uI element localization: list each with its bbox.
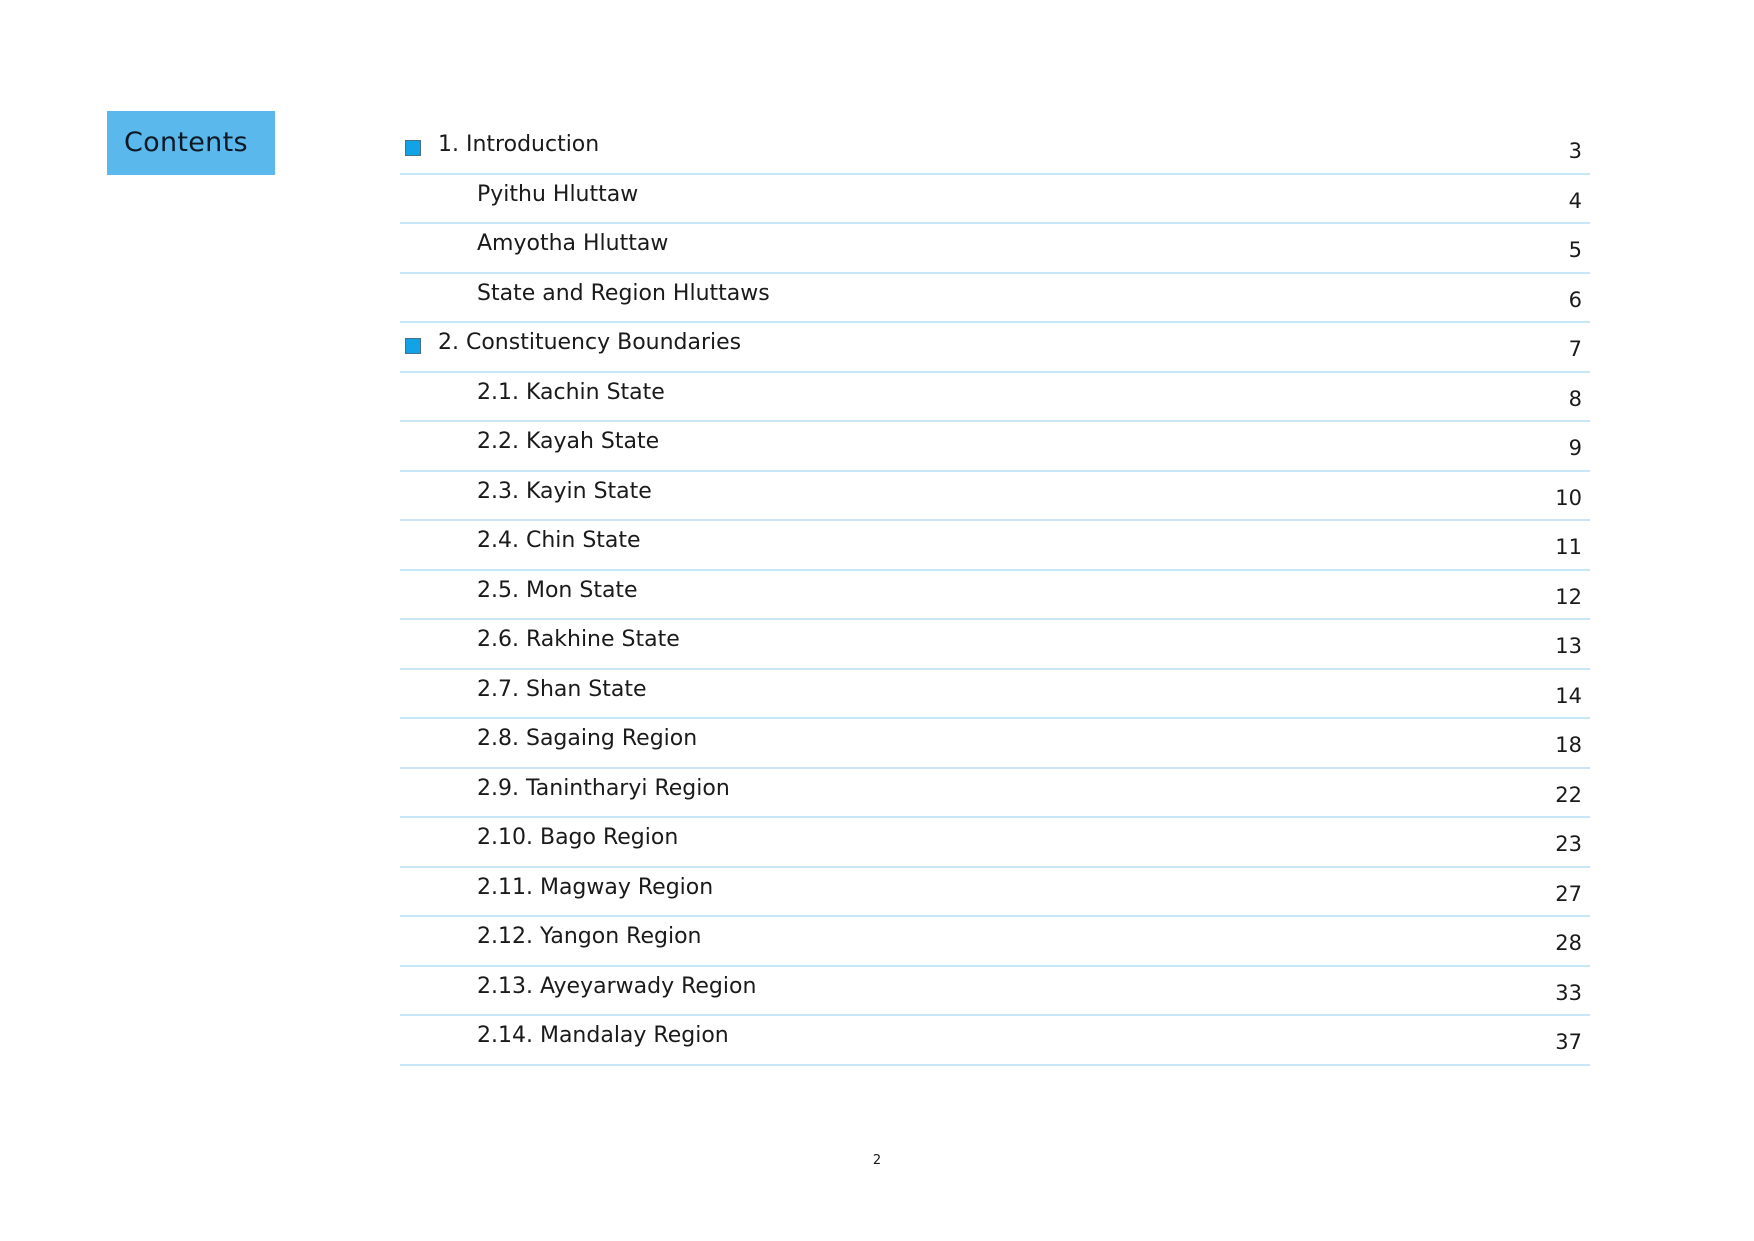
toc-entry-title: Pyithu Hluttaw: [477, 181, 639, 207]
toc-entry[interactable]: [400, 472, 1590, 522]
toc-entry[interactable]: [400, 521, 1590, 571]
toc-entry-page: 10: [1555, 485, 1582, 510]
toc-entry-title: 2.2. Kayah State: [477, 429, 660, 454]
toc-entry[interactable]: [400, 967, 1590, 1017]
toc-entry-title: 2.7. Shan State: [477, 676, 647, 702]
toc-entry[interactable]: [400, 868, 1590, 918]
toc-entry-page: 11: [1555, 535, 1582, 559]
toc-entry-page: 37: [1555, 1030, 1582, 1054]
toc-entry-page: 5: [1568, 238, 1582, 262]
toc-entry-title: 2.10. Bago Region: [477, 825, 679, 850]
toc-entry-page: 22: [1555, 782, 1582, 807]
section-marker-icon: [405, 140, 421, 156]
toc-entry[interactable]: [400, 1016, 1590, 1066]
toc-entry-title: State and Region Hluttaws: [477, 280, 770, 306]
toc-entry-title: 2.9. Tanintharyi Region: [477, 775, 730, 801]
toc-entry-page: 9: [1568, 436, 1582, 460]
toc-entry-title: 2.6. Rakhine State: [477, 627, 680, 652]
toc-entry[interactable]: [400, 620, 1590, 670]
toc-entry-title: 2.5. Mon State: [477, 577, 638, 603]
toc-entry[interactable]: [400, 274, 1590, 324]
toc-entry-page: 28: [1555, 931, 1582, 955]
page-number: 2: [872, 1153, 882, 1168]
toc-entry-title: 2.4. Chin State: [477, 528, 641, 553]
toc-entry[interactable]: [400, 670, 1590, 720]
section-marker-icon: [405, 338, 421, 354]
toc-entry-title: 2. Constituency Boundaries: [438, 330, 742, 355]
toc-entry[interactable]: [400, 719, 1590, 769]
toc-entry-title: Amyotha Hluttaw: [477, 231, 669, 256]
toc-entry-title: 2.1. Kachin State: [477, 379, 665, 405]
toc-entry[interactable]: [400, 224, 1590, 274]
toc-entry-page: 27: [1555, 881, 1582, 906]
toc-entry-page: 6: [1568, 287, 1582, 312]
table-of-contents: [400, 125, 1590, 1066]
toc-entry-title: 2.13. Ayeyarwady Region: [477, 973, 757, 999]
toc-entry-page: 14: [1555, 683, 1582, 708]
toc-entry-page: 4: [1568, 188, 1582, 213]
toc-entry-title: 2.14. Mandalay Region: [477, 1023, 729, 1048]
toc-entry[interactable]: [400, 373, 1590, 423]
toc-entry-title: 2.12. Yangon Region: [477, 924, 702, 949]
toc-entry-title: 2.8. Sagaing Region: [477, 726, 698, 751]
toc-entry[interactable]: [400, 323, 1590, 373]
toc-entry-title: 1. Introduction: [438, 132, 600, 157]
contents-heading: Contents: [107, 111, 275, 175]
toc-entry[interactable]: [400, 917, 1590, 967]
toc-entry-page: 33: [1555, 980, 1582, 1005]
toc-entry-page: 3: [1568, 139, 1582, 163]
toc-entry[interactable]: [400, 175, 1590, 225]
toc-entry[interactable]: [400, 769, 1590, 819]
toc-entry-title: 2.3. Kayin State: [477, 478, 652, 504]
toc-entry[interactable]: [400, 125, 1590, 175]
toc-entry[interactable]: [400, 422, 1590, 472]
toc-entry[interactable]: [400, 818, 1590, 868]
toc-entry-page: 13: [1555, 634, 1582, 658]
toc-entry[interactable]: [400, 571, 1590, 621]
toc-entry-page: 12: [1555, 584, 1582, 609]
toc-entry-page: 23: [1555, 832, 1582, 856]
toc-entry-page: 7: [1568, 337, 1582, 361]
toc-entry-page: 18: [1555, 733, 1582, 757]
toc-entry-page: 8: [1568, 386, 1582, 411]
toc-entry-title: 2.11. Magway Region: [477, 874, 714, 900]
